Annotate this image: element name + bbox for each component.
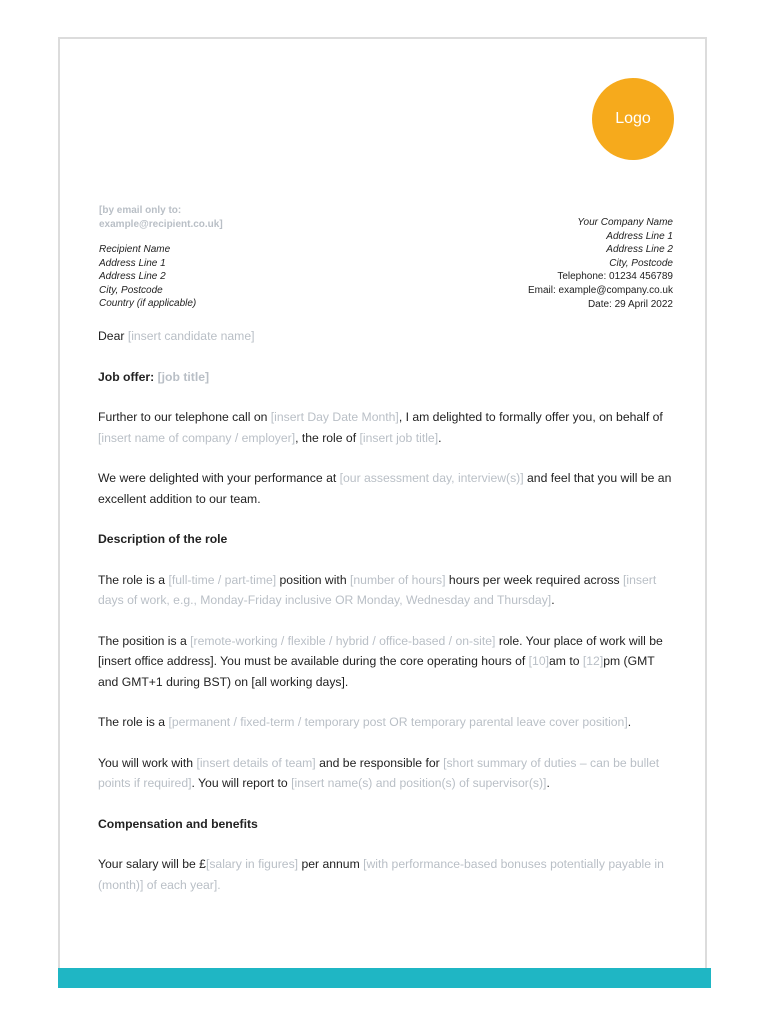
company-address1: Address Line 1 (606, 230, 673, 242)
text: and be responsible for (319, 755, 440, 770)
text: , the role of (295, 430, 357, 445)
company-email: Email: example@company.co.uk (527, 284, 673, 296)
company-address2: Address Line 2 (606, 244, 673, 256)
recipient-address (99, 243, 196, 311)
subject-line (98, 367, 678, 388)
text: , I am delighted to formally offer you, on behalf of (398, 410, 663, 424)
placeholder: [insert name(s) and position(s) of supervisor(s)] (291, 776, 547, 790)
email-note-line: [by email only to: (99, 205, 182, 216)
text: hours per week required across (448, 572, 620, 587)
recipient-country: Country (if applicable) (99, 298, 197, 310)
placeholder: [10] (528, 654, 550, 668)
logo-text: Logo (615, 110, 651, 127)
paragraph-location (98, 631, 678, 693)
paragraph-offer (98, 407, 678, 448)
paragraph-performance (98, 468, 678, 509)
placeholder: [insert candidate name] (127, 329, 255, 343)
text: role. Your place of work will be [insert office address]. You must be available during the core operating hours of (98, 633, 663, 668)
text: We were delighted with your performance at (98, 471, 337, 485)
paragraph-hours (98, 570, 678, 611)
placeholder: [insert details of team] (196, 755, 316, 770)
text: . You will report to (191, 776, 288, 790)
email-note-line: example@recipient.co.uk] (99, 219, 223, 230)
placeholder: [insert name of company / employer] (98, 430, 296, 445)
recipient-address1: Address Line 1 (99, 257, 166, 269)
company-city: City, Postcode (609, 257, 673, 269)
recipient-city: City, Postcode (99, 284, 163, 296)
text: . (546, 776, 550, 790)
footer-accent-bar (58, 968, 711, 988)
company-address (528, 216, 673, 311)
placeholder: [12] (582, 654, 604, 668)
text: The position is a (98, 633, 187, 648)
letter-date: Date: 29 April 2022 (587, 298, 673, 310)
text: . (627, 715, 632, 729)
placeholder: of each year]. (146, 877, 221, 892)
text: You will work with (98, 755, 194, 770)
text: . (551, 593, 555, 607)
salutation (98, 326, 678, 347)
letter-body (98, 326, 678, 915)
text: Your salary will be £ (98, 857, 206, 871)
email-note (99, 204, 223, 232)
text: pm (GMT and GMT+1 during BST) on [all working days]. (98, 654, 655, 689)
placeholder: [number of hours] (350, 572, 446, 587)
text: The role is a (98, 572, 166, 587)
salutation-text: Dear (98, 329, 125, 343)
text: per annum (301, 857, 360, 871)
paragraph-salary (98, 854, 678, 895)
text: am to (549, 654, 580, 668)
subject-label: Job offer: (98, 369, 155, 384)
placeholder: [with performance-based bonuses potentially payable in (month)] (98, 857, 664, 892)
text: . (438, 430, 442, 445)
heading-role: Description of the role (98, 532, 228, 546)
heading-compensation: Compensation and benefits (98, 816, 258, 831)
placeholder: [full-time / part-time] (168, 572, 277, 587)
paragraph-team (98, 753, 678, 794)
text: position with (279, 572, 347, 587)
company-name: Your Company Name (577, 217, 673, 228)
recipient-name: Recipient Name (99, 244, 171, 255)
paragraph-contract (98, 712, 678, 733)
text: Further to our telephone call on (98, 410, 268, 424)
placeholder: [our assessment day, interview(s)] (339, 471, 524, 485)
placeholder: [insert days of work, e.g., Monday-Friday inclusive OR Monday, Wednesday and Thursday] (98, 572, 657, 607)
placeholder: [permanent / fixed-term / temporary post OR temporary parental leave cover position] (168, 715, 628, 729)
placeholder: [job title] (157, 369, 210, 384)
logo-placeholder (592, 78, 674, 160)
company-telephone: Telephone: 01234 456789 (557, 271, 673, 283)
text: The role is a (98, 715, 166, 729)
placeholder: [insert Day Date Month] (270, 410, 399, 424)
placeholder: [remote-working / flexible / hybrid / office-based / on-site] (190, 633, 496, 648)
placeholder: [short summary of duties – can be bullet points if required] (98, 755, 660, 790)
recipient-address2: Address Line 2 (99, 271, 166, 283)
text: and feel that you will be an excellent addition to our team. (98, 471, 672, 506)
placeholder: [salary in figures] (205, 857, 299, 871)
placeholder: [insert job title] (359, 430, 439, 445)
